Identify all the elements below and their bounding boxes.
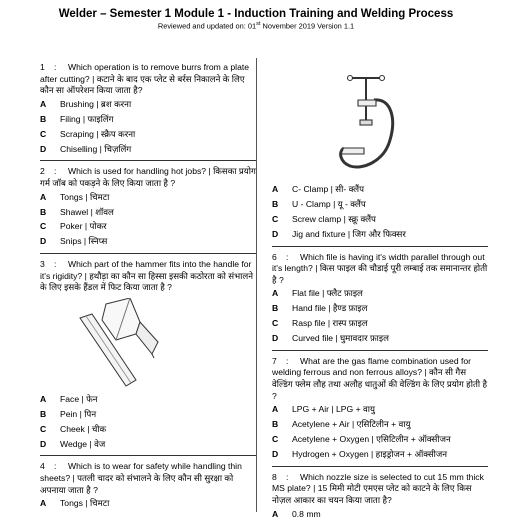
clamp-drawing [341, 76, 393, 167]
question-text: Which operation is to remove burrs from a plate after cutting? | कटाने के बाद एक प्लेट से बर्रस निकालने के लिए कौन सा ऑपरेशन किया जाता है? [40, 62, 250, 96]
question-text: Which part of the hammer fits into the handle for it's rigidity? | हथौड़ा का कौन सा हिस्सा इसकी कठोरता को संभालने के लिए इसके हैंडल में फिट किया जाता है ? [40, 259, 253, 293]
option: C Poker | पोकर [40, 221, 107, 232]
option: A LPG + Air | LPG + वायु [272, 404, 376, 415]
document-subtitle: Reviewed and updated on: 01st November 2019 Version 1.1 [157, 21, 355, 31]
document-header [0, 0, 512, 30]
question-separator [40, 455, 256, 456]
option: B Filing | फाइलिंग [40, 113, 114, 124]
question-3: 3 : Which part of the hammer fits into the handle for it's rigidity? | हथौड़ा का कौन सा हिस्सा इसकी कठोरता को संभालने के लिए इसके हैंडल में फिट किया जाता है ? A Face | फेन B Pein | पिन C Cheek | चीक D Wedge | वेज [40, 259, 256, 450]
option: A Tongs | चिमटा [40, 191, 110, 202]
option: C Scraping | स्क्रैप करना [40, 128, 136, 139]
option: B Pein | पिन [40, 408, 97, 419]
question-separator [272, 246, 488, 247]
hammer-drawing [80, 298, 158, 386]
question-separator [272, 466, 488, 467]
option: D Hydrogen + Oxygen | हाइड्रोजन + ऑक्सीजन [272, 449, 448, 460]
question-4: 4 : Which is to wear for safety while handling thin sheets? | पतली चादर को संभालने के लिए कौन सी सुरक्षा को अपनाया जाता है ? A Tongs | चिमटा [40, 461, 256, 509]
question-separator [272, 350, 488, 351]
question-text: Which is to wear for safety while handling thin sheets? | पतली चादर को संभालने के लिए कौन सी सुरक्षा को अपनाया जाता है ? [40, 461, 242, 495]
option: B Hand file | हैण्ड फ़ाइल [272, 303, 368, 314]
option: A Tongs | चिमटा [40, 498, 110, 509]
option: C Acetylene + Oxygen | एसिटिलीन + ऑक्सीजन [272, 434, 451, 445]
option: A Face | फेन [40, 393, 98, 404]
clamp-figure [272, 70, 488, 180]
question-separator [40, 160, 256, 161]
question-text: Which is used for handling hot jobs? | किसका प्रयोग गर्म जॉब को पकड़ने के लिए किया जाता है ? [40, 166, 256, 188]
option: D Jig and fixture | जिग और फिक्सर [272, 228, 406, 239]
question-8: 8 : Which nozzle size is selected to cut 15 mm thick MS plate? | 15 मिमी मोटी एमएस प्लेट को काटने के लिए किस नोज़ल आकार का चयन किया जाता है? A 0.8 mm [272, 472, 488, 520]
option: A 0.8 mm [272, 508, 321, 519]
option: D Chiselling | चिज़लिंग [40, 143, 132, 154]
option: B U - Clamp | यू - क्लैंप [272, 198, 366, 209]
hammer-figure [40, 298, 256, 390]
right-column [272, 66, 488, 524]
option: B Acetylene + Air | एसिटिलीन + वायु [272, 419, 411, 430]
document-title: Welder – Semester 1 Module 1 - Induction Training and Welding Process [58, 8, 454, 20]
question-2: 2 : Which is used for handling hot jobs? | किसका प्रयोग गर्म जॉब को पकड़ने के लिए किया जाता है ? A Tongs | चिमटा B Shawel | शॉवल C Poker | पोकर D Snips | स्निप्स [40, 166, 256, 247]
question-separator [40, 253, 256, 254]
option: B Shawel | शॉवल [40, 206, 114, 217]
question-1: 1 : Which operation is to remove burrs from a plate after cutting? | कटाने के बाद एक प्लेट से बर्रस निकालने के लिए कौन सा ऑपरेशन किया जाता है? A Brushing | ब्रश करना B Filing | फाइलिंग C Scraping | स्क्रैप करना D Chiselling | चिज़लिंग [40, 62, 256, 155]
question-6: 6 : Which file is having it's width parallel through out it's length? | किस फाइल की चौडाई पूरी लम्बाई तक समानान्तर होती है ? A Flat file | फ्लैट फ़ाइल B Hand file | हैण्ड फ़ाइल C Rasp file | रास्प फ़ाइल D Curved file | घुमावदार फ़ाइल [272, 251, 488, 344]
question-7: 7 : What are the gas flame combination used for welding ferrous and non ferrous alloys? | कौन सी गैस वेल्डिंग फ्लेम लौह तथा अलौह धातुओं की वेल्डिंग के लिए प्रयोग होती है ? A LPG + Air | LPG + वायु B Acetylene + Air | एसिटिलीन + वायु C Acetylene + Oxygen | एसिटिलीन + ऑक्सीजन D Hydrogen + Oxygen | हाइड्रोजन + ऑक्सीजन [272, 355, 488, 460]
question-text: Which nozzle size is selected to cut 15 mm thick MS plate? | 15 मिमी मोटी एमएस प्लेट को काटने के लिए किस नोज़ल आकार का चयन किया जाता है? [272, 471, 484, 505]
question-text: What are the gas flame combination used for welding ferrous and non ferrous alloys? | कौन सी गैस वेल्डिंग फ्लेम लौह तथा अलौह धातुओं की वेल्डिंग के लिए प्रयोग होती है ? [272, 355, 488, 401]
option: D Snips | स्निप्स [40, 236, 108, 247]
option: D Wedge | वेज [40, 438, 106, 449]
option: A Flat file | फ्लैट फ़ाइल [272, 288, 363, 299]
question-text: Which file is having it's width parallel through out it's length? | किस फाइल की चौडाई पूरी लम्बाई तक समानान्तर होती है ? [272, 251, 488, 285]
option: C Cheek | चीक [40, 423, 107, 434]
option: C Screw clamp | स्क्रू क्लैंप [272, 213, 376, 224]
question-5 [272, 70, 488, 241]
option: D Curved file | घुमावदार फ़ाइल [272, 333, 389, 344]
option: A Brushing | ब्रश करना [40, 98, 132, 109]
option: A C- Clamp | सी- क्लैंप [272, 184, 364, 194]
option: C Rasp file | रास्प फ़ाइल [272, 318, 368, 329]
left-column [40, 62, 256, 513]
